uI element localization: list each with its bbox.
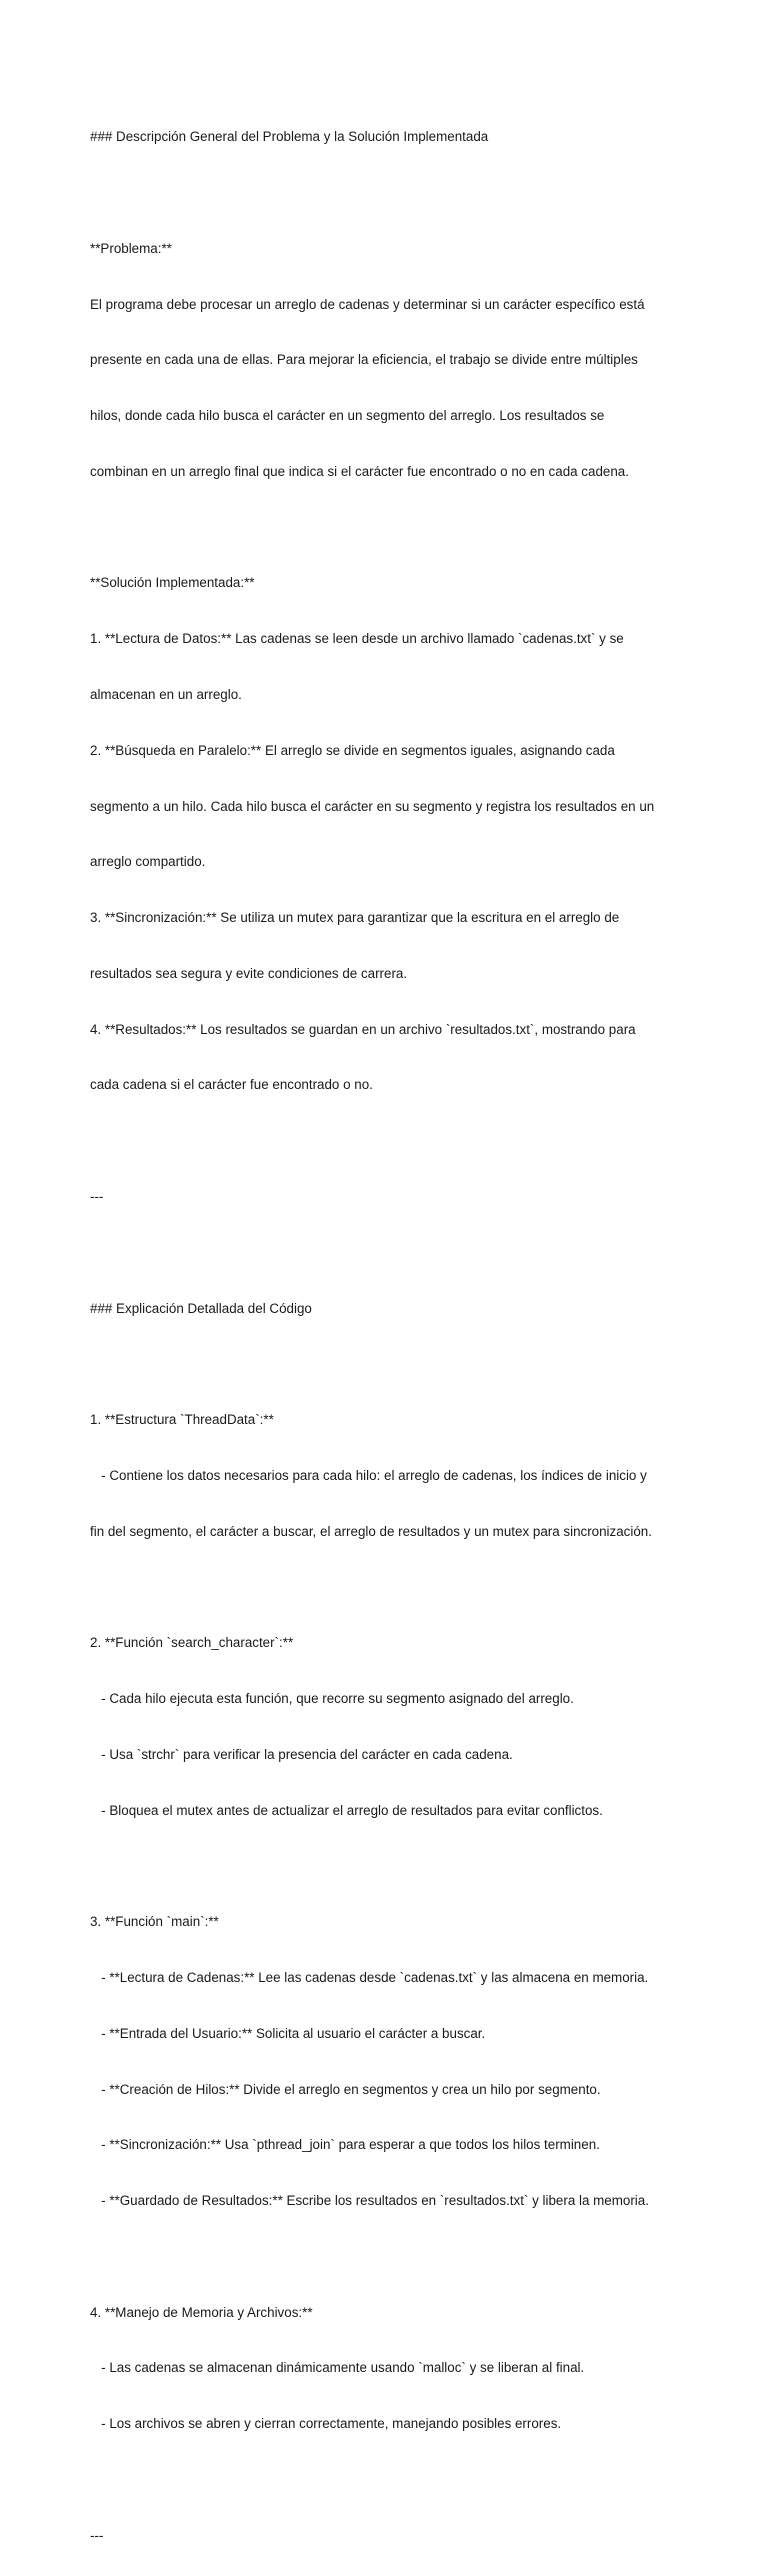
list-item-line: - Las cadenas se almacenan dinámicamente usando `malloc` y se liberan al final. <box>90 2360 585 2376</box>
blank-line <box>90 1355 700 1374</box>
list-item-line: - **Entrada del Usuario:** Solicita al usuario el carácter a buscar. <box>90 2025 486 2041</box>
list-item-line: - **Creación de Hilos:** Divide el arreglo en segmentos y crea un hilo por segmento. <box>90 2081 601 2097</box>
paragraph-line: 1. **Lectura de Datos:** Las cadenas se leen desde un archivo llamado `cadenas.txt` y se <box>90 631 624 647</box>
blank-line <box>90 184 700 203</box>
separator: --- <box>90 2527 104 2543</box>
paragraph-line: El programa debe procesar un arreglo de cadenas y determinar si un carácter específico está <box>90 296 645 312</box>
list-item-title: 1. **Estructura `ThreadData`:** <box>90 1412 274 1428</box>
list-item-title: 4. **Manejo de Memoria y Archivos:** <box>90 2304 313 2320</box>
paragraph-line: hilos, donde cada hilo busca el carácter en un segmento del arreglo. Los resultados se <box>90 408 605 424</box>
separator: --- <box>90 1189 104 1205</box>
blank-line <box>90 2471 700 2490</box>
blank-line <box>90 1244 700 1263</box>
section-heading: ### Descripción General del Problema y la Solución Implementada <box>90 129 489 145</box>
paragraph-line: 2. **Búsqueda en Paralelo:** El arreglo se divide en segmentos iguales, asignando cada <box>90 742 615 758</box>
list-item-line: - **Sincronización:** Usa `pthread_join` para esperar a que todos los hilos terminen. <box>90 2137 600 2153</box>
list-item-line: - Cada hilo ejecuta esta función, que recorre su segmento asignado del arreglo. <box>90 1691 574 1707</box>
list-item-title: 2. **Función `search_character`:** <box>90 1635 294 1651</box>
blank-line <box>90 519 700 538</box>
problem-label: **Problema:** <box>90 240 172 256</box>
blank-line <box>90 2248 700 2267</box>
blank-line <box>90 1132 700 1151</box>
paragraph-line: 4. **Resultados:** Los resultados se guardan en un archivo `resultados.txt`, mostrando para <box>90 1021 636 1037</box>
paragraph-line: almacenan en un arreglo. <box>90 687 242 702</box>
list-item-line: - **Lectura de Cadenas:** Lee las cadenas desde `cadenas.txt` y las almacena en memoria. <box>90 1969 649 1985</box>
paragraph-line: 3. **Sincronización:** Se utiliza un mutex para garantizar que la escritura en el arreglo de <box>90 910 620 926</box>
list-item-line: - **Guardado de Resultados:** Escribe los resultados en `resultados.txt` y libera la memoria. <box>90 2193 649 2209</box>
list-item-line: - Bloquea el mutex antes de actualizar el arreglo de resultados para evitar conflictos. <box>90 1802 603 1818</box>
document-page <box>90 91 700 2564</box>
paragraph-line: segmento a un hilo. Cada hilo busca el carácter en su segmento y registra los resultados en un <box>90 798 655 814</box>
blank-line <box>90 1857 700 1876</box>
list-item-line: - Los archivos se abren y cierran correctamente, manejando posibles errores. <box>90 2416 562 2432</box>
paragraph-line: combinan en un arreglo final que indica si el carácter fue encontrado o no en cada cadena. <box>90 463 629 479</box>
list-item-line: fin del segmento, el carácter a buscar, el arreglo de resultados y un mutex para sincronización. <box>90 1523 652 1539</box>
list-item-line: - Usa `strchr` para verificar la presencia del carácter en cada cadena. <box>90 1746 513 1762</box>
paragraph-line: cada cadena si el carácter fue encontrado o no. <box>90 1077 373 1093</box>
paragraph-line: resultados sea segura y evite condiciones de carrera. <box>90 965 408 981</box>
list-item-line: - Contiene los datos necesarios para cada hilo: el arreglo de cadenas, los índices de inicio y <box>90 1467 647 1483</box>
solution-label: **Solución Implementada:** <box>90 575 255 591</box>
list-item-title: 3. **Función `main`:** <box>90 1914 219 1930</box>
blank-line <box>90 1579 700 1598</box>
paragraph-line: arreglo compartido. <box>90 854 206 870</box>
section-heading: ### Explicación Detallada del Código <box>90 1300 312 1316</box>
paragraph-line: presente en cada una de ellas. Para mejorar la eficiencia, el trabajo se divide entre múltiples <box>90 352 638 368</box>
